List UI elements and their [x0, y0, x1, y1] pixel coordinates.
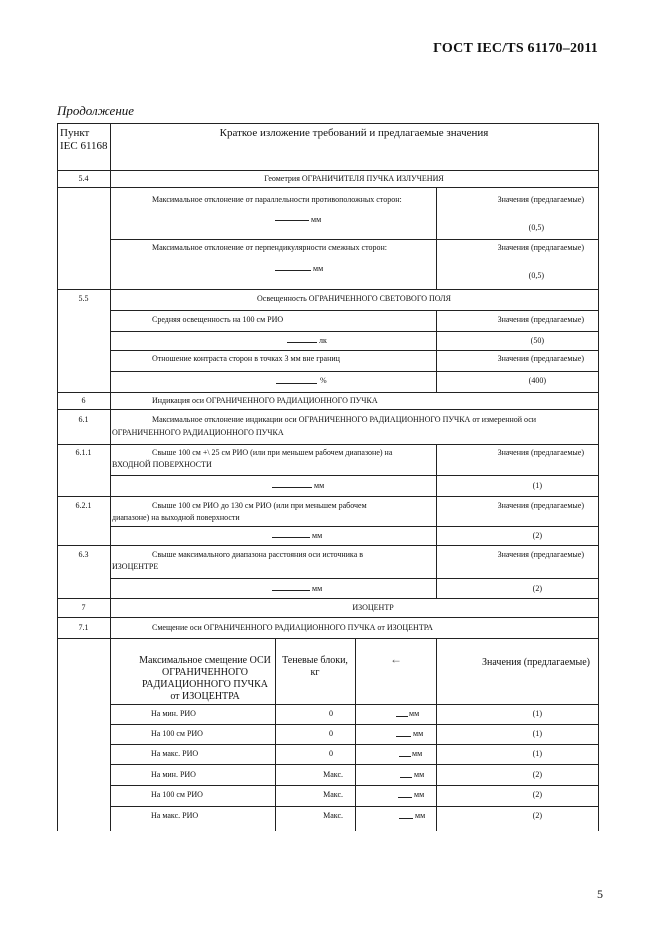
table-row-label: На мин. РИО: [151, 709, 196, 718]
unit-label: мм: [409, 709, 420, 718]
left-arrow-icon: ←: [390, 652, 402, 666]
section-title: Освещенность ОГРАНИЧЕННОГО СВЕТОВОГО ПОЛЯ: [257, 294, 451, 303]
clause-number: 7.1: [78, 623, 89, 632]
values-label: Значения (предлагаемые): [497, 501, 584, 510]
unit-label: мм: [313, 264, 324, 273]
column-header-requirements: Краткое изложение требований и предлагаемые значения: [219, 127, 489, 139]
table-row-weight: 0: [329, 709, 333, 718]
table-row-weight: Макс.: [323, 790, 343, 799]
proposed-value: (1): [532, 481, 542, 490]
values-label: Значения (предлагаемые): [497, 550, 584, 559]
column-header-clause: Пункт IEC 61168: [60, 127, 108, 152]
section-title: Геометрия ОГРАНИЧИТЕЛЯ ПУЧКА ИЗЛУЧЕНИЯ: [264, 174, 444, 183]
unit-label: мм: [312, 584, 323, 593]
requirement-text-cont: ИЗОЦЕНТРЕ: [112, 562, 159, 571]
unit-label: лк: [319, 336, 327, 345]
proposed-value: (2): [532, 531, 542, 540]
unit-label: %: [320, 376, 327, 385]
requirement-text: Свыше 100 см РИО до 130 см РИО (или при меньшем рабочем: [152, 501, 367, 510]
table-row-weight: 0: [329, 749, 333, 758]
table-row-weight: 0: [329, 729, 333, 738]
subtable-header-values: Значения (предлагаемые): [482, 657, 590, 668]
unit-label: мм: [311, 215, 322, 224]
values-label: Значения (предлагаемые): [497, 354, 584, 363]
clause-number: 7: [81, 603, 86, 612]
proposed-value: (2): [532, 790, 542, 799]
section-title: Индикация оси ОГРАНИЧЕННОГО РАДИАЦИОННОГО ПУЧКА: [152, 396, 378, 405]
clause-number: 6.1: [78, 415, 89, 424]
requirement-text: Максимальное отклонение от параллельности противоположных сторон:: [152, 195, 402, 204]
proposed-value: (2): [532, 811, 542, 820]
unit-label: мм: [415, 811, 426, 820]
clause-number: 6: [81, 396, 86, 405]
values-label: Значения (предлагаемые): [497, 448, 584, 457]
subtable-header-displacement: Максимальное смещение ОСИ ОГРАНИЧЕННОГО РАДИАЦИОННОГО ПУЧКА от ИЗОЦЕНТРА: [139, 655, 271, 702]
unit-label: мм: [414, 770, 425, 779]
section-title: Смещение оси ОГРАНИЧЕННОГО РАДИАЦИОННОГО ПУЧКА от ИЗОЦЕНТРА: [152, 623, 433, 632]
page-number: 5: [597, 887, 603, 901]
requirement-text: Свыше максимального диапазона расстояния оси источника в: [152, 550, 364, 559]
clause-number: 6.3: [78, 550, 89, 559]
values-label: Значения (предлагаемые): [497, 195, 584, 204]
proposed-value: (400): [528, 376, 546, 385]
unit-label: мм: [412, 749, 423, 758]
table-row-weight: Макс.: [323, 770, 343, 779]
continuation-label: Продолжение: [57, 103, 135, 118]
values-label: Значения (предлагаемые): [497, 315, 584, 324]
table-row-label: На 100 см РИО: [151, 729, 203, 738]
requirement-text-cont: ОГРАНИЧЕННОГО РАДИАЦИОННОГО ПУЧКА: [112, 428, 284, 437]
proposed-value: (1): [532, 709, 542, 718]
proposed-value: (2): [532, 770, 542, 779]
table-row-label: На макс. РИО: [151, 749, 199, 758]
proposed-value: (0,5): [528, 223, 544, 232]
proposed-value: (0,5): [528, 271, 544, 280]
unit-label: мм: [312, 531, 323, 540]
values-label: Значения (предлагаемые): [497, 243, 584, 252]
requirement-text: Максимальное отклонение от перпендикулярности смежных сторон:: [152, 243, 387, 252]
proposed-value: (1): [532, 729, 542, 738]
clause-number: 6.2.1: [75, 501, 92, 510]
requirement-text-cont: ВХОДНОЙ ПОВЕРХНОСТИ: [112, 460, 212, 469]
clause-number: 5.5: [78, 294, 89, 303]
clause-number: 5.4: [78, 174, 89, 183]
clause-number: 6.1.1: [75, 448, 92, 457]
unit-label: мм: [314, 481, 325, 490]
table-row-label: На мин. РИО: [151, 770, 196, 779]
requirement-text-cont: диапазоне) на выходной поверхности: [112, 513, 240, 522]
requirement-text: Максимальное отклонение индикации оси ОГРАНИЧЕННОГО РАДИАЦИОННОГО ПУЧКА от измеренной оси: [152, 415, 537, 424]
proposed-value: (50): [530, 336, 544, 345]
subtable-header-shadow-blocks: Теневые блоки, кг: [282, 655, 348, 678]
table-row-label: На 100 см РИО: [151, 790, 203, 799]
section-title: ИЗОЦЕНТР: [352, 603, 394, 612]
requirement-text: Свыше 100 см +\ 25 см РИО (или при меньшем рабочем диапазоне) на: [152, 448, 393, 457]
proposed-value: (2): [532, 584, 542, 593]
proposed-value: (1): [532, 749, 542, 758]
requirement-text: Отношение контраста сторон в точках 3 мм вне границ: [152, 354, 340, 363]
requirement-text: Средняя освещенность на 100 см РИО: [152, 315, 284, 324]
document-standard-number: ГОСТ IEC/TS 61170–2011: [433, 41, 598, 56]
table-row-weight: Макс.: [323, 811, 343, 820]
table-row-label: На макс. РИО: [151, 811, 199, 820]
unit-label: мм: [413, 729, 424, 738]
unit-label: мм: [414, 790, 425, 799]
